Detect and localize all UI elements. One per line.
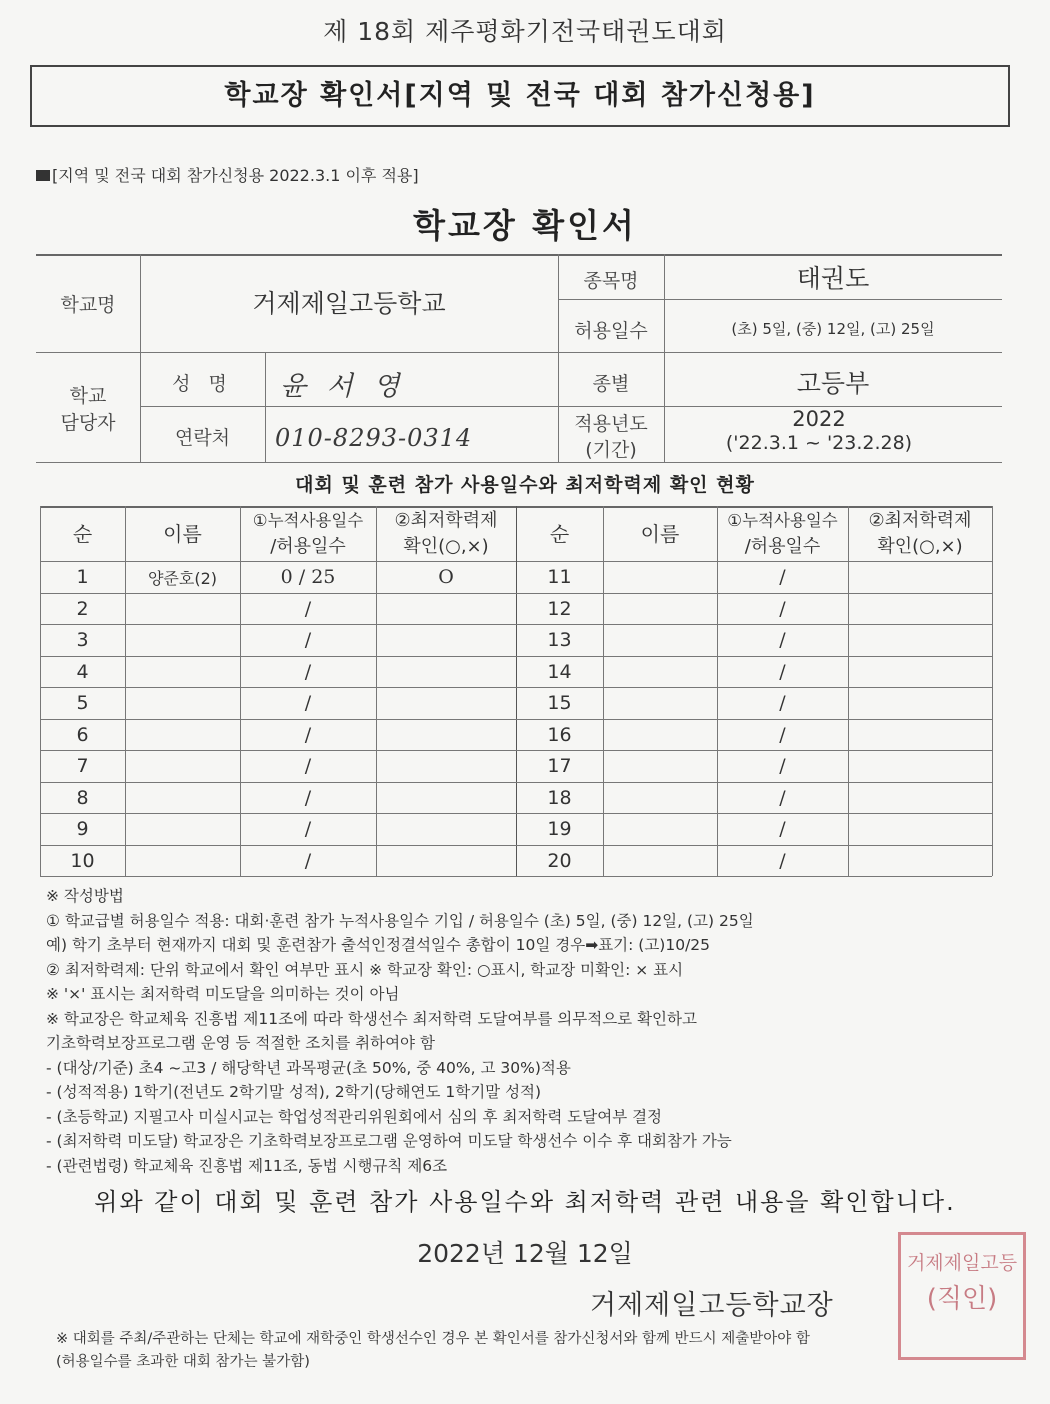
sport-value: 태권도 [796,264,870,293]
note-line: ※ 작성방법 [46,887,124,905]
table-title: 대회 및 훈련 참가 사용일수와 최저학력제 확인 현황 [295,474,755,496]
row-divider [40,813,992,814]
row-divider [40,782,992,783]
note-line: 기초학력보장프로그램 운영 등 적절한 조치를 취하여야 함 [46,1034,435,1052]
row-divider [40,750,992,751]
cell-days: / [304,755,312,777]
applied-note [36,163,419,186]
allowed-days-label: 허용일수 [574,320,648,342]
cell-check: O [438,566,454,588]
cell-no: 2 [76,597,89,620]
header-days-2: /허용일수 [270,536,346,557]
cell-no: 1 [76,566,89,588]
row-divider [40,656,992,657]
note-line: ※ 학교장은 학교체육 진흥법 제11조에 따라 학생선수 최저학력 도달여부를 의무적으로 확인하고 [46,1009,697,1028]
seal-text: 거제제일고등 [906,1252,1018,1274]
cell-no: 10 [70,849,95,872]
sport-label: 종목명 [583,270,639,292]
phone-label: 연락처 [174,427,231,449]
header-no-right: 순 [549,522,570,546]
cell-no: 3 [76,629,89,651]
note-line: - (초등학교) 지필고사 미실시교는 학업성적관리위원회에서 심의 후 최저학력 도달여부 결정 [46,1107,663,1126]
cell-days: 0 / 25 [280,566,336,588]
cell-no: 4 [76,660,89,683]
cell-days: / [779,566,786,588]
official-seal [898,1232,1026,1360]
row-divider [40,624,992,625]
cell-no: 19 [547,818,572,840]
header-academic-1: ②최저학력제 [394,510,498,531]
school-name: 거제제일고등학교 [252,289,446,318]
cell-days: / [304,786,312,809]
footer-line: ※ 대회를 주최/주관하는 단체는 학교에 재학중인 학생선수인 경우 본 확인서를 참가신청서와 함께 반드시 제출받아야 함 [56,1331,810,1347]
note-line: - (성적적용) 1학기(전년도 2학기말 성적), 2학기(당해연도 1학기말 성적) [46,1083,542,1101]
cell-days: / [779,723,786,746]
cell-no: 13 [547,629,572,651]
cell-no: 16 [547,723,572,746]
header-days-2-right: /허용일수 [744,536,821,557]
header-academic-2: 확인(○,×) [403,536,489,557]
contact-person-label-2: 담당자 [60,412,116,434]
applied-note-text: [지역 및 전국 대회 참가신청용 2022.3.1 이후 적용] [52,166,419,185]
year-label-2: (기간) [585,439,637,461]
principal-name: 거제제일고등학교장 [590,1290,834,1321]
cell-no: 11 [547,566,572,588]
cell-days: / [304,849,312,872]
division-label: 종별 [592,373,630,395]
footer-note [56,1328,810,1374]
cell-no: 18 [547,786,572,809]
cell-no: 7 [76,755,89,777]
name-label: 성 명 [172,373,233,395]
note-line: ② 최저학력제: 단위 학교에서 확인 여부만 표시 ※ 학교장 확인: ○표시, 학교장 미확인: × 표시 [46,960,684,979]
cell-days: / [304,629,312,651]
cell-days: / [304,692,312,714]
cell-days: / [779,786,786,809]
cell-no: 20 [547,849,572,872]
cell-days: / [779,849,786,872]
year-period: ('22.3.1 ~ '23.2.28) [725,432,913,454]
cell-no: 12 [547,597,572,620]
cell-days: / [779,629,786,651]
cell-days: / [304,660,312,683]
year-label-1: 적용년도 [574,413,648,435]
cell-no: 15 [547,692,572,714]
cell-days: / [304,723,312,746]
school-label: 학교명 [60,294,116,316]
header-name-right: 이름 [640,522,680,546]
header-days-1: ①누적사용일수 [252,511,364,530]
cell-days: / [304,818,312,840]
cell-no: 6 [76,723,89,746]
header-name: 이름 [163,522,202,546]
confirmation-date: 2022년 12월 12일 [417,1239,633,1268]
header-academic-2-right: 확인(○,×) [877,536,963,557]
cell-days: / [304,597,312,620]
form-title: 학교장 확인서[지역 및 전국 대회 참가신청용] [30,65,1010,127]
confirmation-statement: 위와 같이 대회 및 훈련 참가 사용일수와 최저학력 관련 내용을 확인합니다. [94,1188,956,1216]
contact-person-label-1: 학교 [69,385,107,407]
contact-name: 윤 서 영 [280,371,406,402]
note-line: ※ '×' 표시는 최저학력 미도달을 의미하는 것이 아님 [46,985,400,1003]
cell-days: / [779,755,786,777]
row-divider [40,719,992,720]
note-line: 예) 학기 초부터 현재까지 대회 및 훈련참가 출석인정결석일수 총합이 10일 경우➡표기: (고)10/25 [46,936,711,954]
note-line: - (관련법령) 학교체육 진흥법 제11조, 동법 시행규칙 제6조 [46,1156,448,1175]
cell-no: 14 [547,660,572,683]
year-value: 2022 [792,407,846,431]
header-days-1-right: ①누적사용일수 [727,511,838,530]
event-title: 제 18회 제주평화기전국태권도대회 [323,17,727,46]
division-value: 고등부 [796,369,870,398]
header-no: 순 [72,522,93,546]
note-line: - (최저학력 미도달) 학교장은 기초학력보장프로그램 운영하여 미도달 학생선수 이수 후 대회참가 가능 [46,1132,732,1150]
row-divider [40,845,992,846]
cell-no: 8 [76,786,89,809]
contact-phone: 010-8293-0314 [275,424,473,452]
header-academic-1-right: ②최저학력제 [868,510,972,531]
note-line: - (대상/기준) 초4 ~고3 / 해당학년 과목평균(초 50%, 중 40%, 고 30%)적용 [46,1058,571,1077]
note-line: ① 학교급별 허용일수 적용: 대회·훈련 참가 누적사용일수 기입 / 허용일수 (초) 5일, (중) 12일, (고) 25일 [46,911,754,930]
cell-no: 17 [547,755,572,777]
square-bullet-icon [36,170,50,181]
cell-no: 9 [76,818,89,840]
cell-name: 양준호(2) [147,569,218,588]
seal-mark: (직인) [926,1284,998,1314]
footer-line: (허용일수를 초과한 대회 참가는 불가함) [56,1354,310,1370]
writing-guide [46,884,754,1178]
row-divider [40,593,992,594]
cell-days: / [779,818,786,840]
cell-days: / [779,692,786,714]
cell-days: / [779,660,786,683]
cell-no: 5 [76,692,89,714]
cell-days: / [779,597,786,620]
row-divider [40,876,992,877]
allowed-days-value: (초) 5일, (중) 12일, (고) 25일 [731,320,935,338]
row-divider [40,687,992,688]
main-title: 학교장 확인서 [413,206,637,245]
